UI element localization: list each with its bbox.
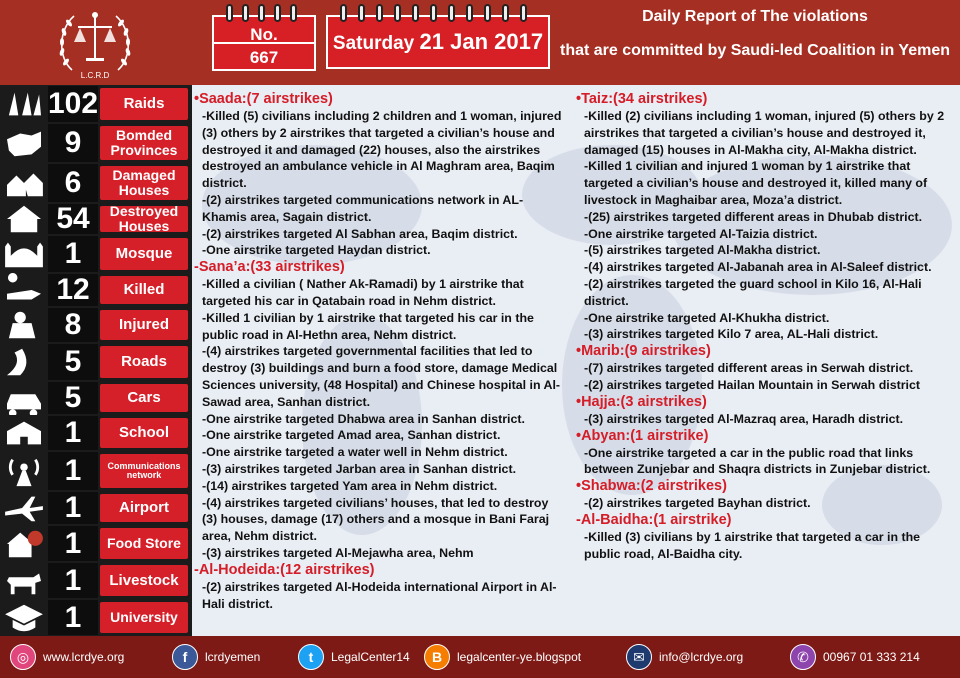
- stat-value: 5: [48, 382, 98, 414]
- footer-contact[interactable]: [172, 644, 260, 670]
- stat-label: University: [100, 602, 188, 633]
- violation-item: -Killed (5) civilians including 2 children and 1 woman, injured (3) others by 2 airstrikes that targeted a civilian’s house and destroyed it and damaged (22) houses, also the airstrikes destroyed an ambulance vehicle in Al Maghram area, Baqim district.: [202, 109, 562, 191]
- food-store-icon: [2, 527, 46, 560]
- stat-label: Food Store: [100, 528, 188, 559]
- violation-item: -(2) airstrikes targeted Hailan Mountain in Serwah district: [584, 377, 920, 392]
- footer-contact-text: LegalCenter14: [331, 650, 410, 664]
- report-date-card: [326, 15, 550, 69]
- report-title-line1: Daily Report of The violations: [642, 8, 868, 25]
- stat-label: Cars: [100, 384, 188, 412]
- killed-icon: [2, 275, 46, 305]
- stat-label: Damaged Houses: [100, 166, 188, 200]
- stat-label: Injured: [100, 310, 188, 340]
- footer: [0, 636, 960, 678]
- report-body: [192, 85, 960, 636]
- facebook-icon: f: [172, 644, 198, 670]
- violation-item: -(2) airstrikes targeted communications network in AL-Khamis area, Sagain district.: [202, 192, 524, 224]
- footer-contact[interactable]: [626, 644, 743, 670]
- region-title: •Marib:(9 airstrikes): [576, 343, 711, 360]
- violation-item: -(4) airstrikes targeted Al-Jabanah area in Al-Saleef district.: [584, 260, 932, 275]
- violation-item: -One airstrike targeted a water well in Nehm district.: [202, 445, 508, 460]
- violation-item: -Killed (2) civilians including 1 woman, injured (5) others by 2 airstrikes that targeted a civilian’s house and destroyed it, damaged (15) houses in Al-Makha city, Al-Makha district.: [584, 109, 945, 157]
- stat-label: Raids: [100, 88, 188, 120]
- twitter-icon: t: [298, 644, 324, 670]
- violation-item: -(3) airstrikes targeted Al-Mejawha area, Nehm: [202, 545, 474, 560]
- stat-value: 1: [48, 600, 98, 635]
- stat-row: [0, 235, 192, 273]
- injured-icon: [2, 309, 46, 341]
- violation-item: -(4) airstrikes targeted civilians’ houses, that led to destroy (3) houses, damage (17) others and a mosque in Bani Faraj area, Nehm district.: [202, 495, 550, 544]
- region-title: •Abyan:(1 airstrike): [576, 427, 709, 444]
- svg-text:L.C.R.D: L.C.R.D: [80, 71, 110, 80]
- report-date: 21 Jan 2017: [419, 29, 544, 54]
- stat-label: Communications network: [100, 454, 188, 488]
- stat-label: School: [100, 418, 188, 448]
- footer-contact-text: 00967 01 333 214: [823, 650, 920, 664]
- region-title: -Sana’a:(33 airstrikes): [194, 259, 345, 276]
- school-icon: [2, 417, 46, 449]
- violation-item: -(2) airstrikes targeted Bayhan district.: [584, 496, 811, 511]
- left-column: [194, 91, 566, 612]
- region-title: •Shabwa:(2 airstrikes): [576, 478, 727, 495]
- mosque-icon: [2, 237, 46, 271]
- stat-value: 1: [48, 492, 98, 524]
- footer-contact[interactable]: [10, 644, 124, 670]
- stat-value: 12: [48, 274, 98, 306]
- car-icon: [2, 383, 46, 413]
- stat-label: Roads: [100, 346, 188, 378]
- stat-row: [0, 599, 192, 636]
- stat-row: [0, 491, 192, 525]
- violation-item: -Killed 1 civilian and injured 1 woman by 1 airstrike that targeted a civilian’s house and destroyed it, killed many of livestock in Maghaibar area, Moza’a district.: [584, 159, 928, 207]
- stat-row: [0, 273, 192, 307]
- airplane-icon: [2, 493, 46, 523]
- violation-item: -(4) airstrikes targeted governmental facilities that led to destroy (3) buildings and burn a food store, damage Medical Sciences university, (48 Hospital) and Chinese hospital in Al-Sawad area, Sanhan district.: [202, 344, 561, 409]
- region-title: -Al-Hodeida:(12 airstrikes): [194, 561, 375, 578]
- report-number-card: [212, 15, 316, 71]
- violation-item: -One airstrike targeted a car in the public road that links between Zunjebar and Shaqra districts in Zunjebar district.: [584, 445, 931, 477]
- report-title-line2: that are committed by Saudi-led Coalition in Yemen: [560, 42, 950, 59]
- violation-item: -(14) airstrikes targeted Yam area in Nehm district.: [202, 478, 498, 493]
- violation-item: -(3) airstrikes targeted Jarban area in Sanhan district.: [202, 461, 517, 476]
- violation-item: -One airstrike targeted Amad area, Sanhan district.: [202, 428, 501, 443]
- stat-value: 5: [48, 344, 98, 380]
- stat-row: [0, 307, 192, 343]
- email-icon: ✉: [626, 644, 652, 670]
- region-title: •Saada:(7 airstrikes): [194, 91, 333, 107]
- yemen-map-icon: [2, 125, 46, 161]
- stat-label: Mosque: [100, 238, 188, 270]
- region-title: -Al-Baidha:(1 airstrike): [576, 511, 732, 528]
- stat-value: 102: [47, 87, 99, 120]
- stat-value: 1: [48, 526, 98, 561]
- damaged-houses-icon: [2, 165, 46, 201]
- house-icon: [2, 205, 46, 233]
- stat-row: [0, 451, 192, 491]
- violation-item: -(2) airstrikes targeted Al-Hodeida international Airport in Al-Hali district.: [202, 579, 557, 611]
- violation-item: -(3) airstrikes targeted Al-Mazraq area, Haradh district.: [584, 411, 904, 426]
- violation-item: -(3) airstrikes targeted Kilo 7 area, AL-Hali district.: [584, 327, 879, 342]
- stat-value: 1: [48, 563, 98, 598]
- violation-item: -(2) airstrikes targeted Al Sabhan area, Baqim district.: [202, 226, 518, 241]
- violation-item: -One airstrike targeted Dhabwa area in Sanhan district.: [202, 411, 525, 426]
- footer-contact-text: legalcenter-ye.blogspot: [457, 650, 582, 664]
- stat-label: Bomded Provinces: [100, 126, 188, 160]
- stat-label: Destroyed Houses: [100, 206, 188, 232]
- stat-value: 1: [48, 416, 98, 450]
- blogger-icon: B: [424, 644, 450, 670]
- stat-value: 8: [48, 308, 98, 342]
- footer-contact[interactable]: [298, 644, 410, 670]
- footer-contact-text: info@lcrdye.org: [659, 650, 744, 664]
- stat-row: [0, 381, 192, 415]
- violation-item: -One airstrike targeted Al-Khukha district.: [584, 310, 830, 325]
- lcrd-logo-icon: [52, 4, 138, 84]
- stats-sidebar: [0, 85, 192, 636]
- violation-item: -(5) airstrikes targeted Al-Makha district.: [584, 243, 821, 258]
- violation-item: -Killed 1 civilian by 1 airstrike that targeted his car in the public road in Al-Hethn area, Nehm district.: [202, 310, 534, 342]
- region-title: •Hajja:(3 airstrikes): [576, 393, 707, 410]
- antenna-icon: [2, 453, 46, 489]
- stat-row: [0, 415, 192, 451]
- dribbble-icon: ◎: [10, 644, 36, 670]
- header: [0, 0, 960, 85]
- violation-item: -Killed a civilian ( Nather Ak-Ramadi) by 1 airstrike that targeted his car in Qatabain road in Nehm district.: [202, 277, 524, 308]
- right-column: [576, 91, 960, 563]
- stat-label: Airport: [100, 494, 188, 522]
- violation-item: -(2) airstrikes targeted the guard school in Kilo 16, Al-Hali district.: [584, 276, 922, 308]
- report-number: 667: [249, 48, 279, 67]
- stat-value: 54: [48, 204, 98, 234]
- stat-row: [0, 85, 192, 123]
- region-title: •Taiz:(34 airstrikes): [576, 91, 708, 107]
- violation-item: -(7) airstrikes targeted different areas in Serwah district.: [584, 361, 914, 376]
- phone-icon: ✆: [790, 644, 816, 670]
- road-icon: [2, 345, 46, 379]
- stat-label: Killed: [100, 276, 188, 304]
- raid-jets-icon: [2, 87, 46, 121]
- stat-row: [0, 203, 192, 235]
- stat-value: 9: [48, 124, 98, 162]
- footer-contact-text: lcrdyemen: [205, 650, 261, 664]
- violation-item: -One airstrike targeted Haydan district.: [202, 243, 431, 258]
- stat-row: [0, 343, 192, 381]
- stat-value: 1: [48, 452, 98, 490]
- violation-item: -One airstrike targeted Al-Taizia district.: [584, 226, 818, 241]
- livestock-icon: [2, 564, 46, 597]
- violation-item: -Killed (3) civilians by 1 airstrike that targeted a car in the public road, Al-Baidha city.: [584, 529, 921, 561]
- stat-value: 6: [48, 164, 98, 202]
- stat-row: [0, 562, 192, 599]
- graduation-cap-icon: [2, 601, 46, 634]
- stat-value: 1: [48, 236, 98, 272]
- report-number-label: No.: [214, 17, 314, 44]
- stat-row: [0, 123, 192, 163]
- violation-item: -(25) airstrikes targeted different areas in Dhubab district.: [584, 209, 923, 224]
- footer-contact-text: www.lcrdye.org: [43, 650, 125, 664]
- stat-row: [0, 525, 192, 562]
- footer-contact[interactable]: [424, 644, 581, 670]
- stat-row: [0, 163, 192, 203]
- stat-label: Livestock: [100, 565, 188, 596]
- footer-contact[interactable]: [790, 644, 920, 670]
- report-day: Saturday: [332, 33, 415, 54]
